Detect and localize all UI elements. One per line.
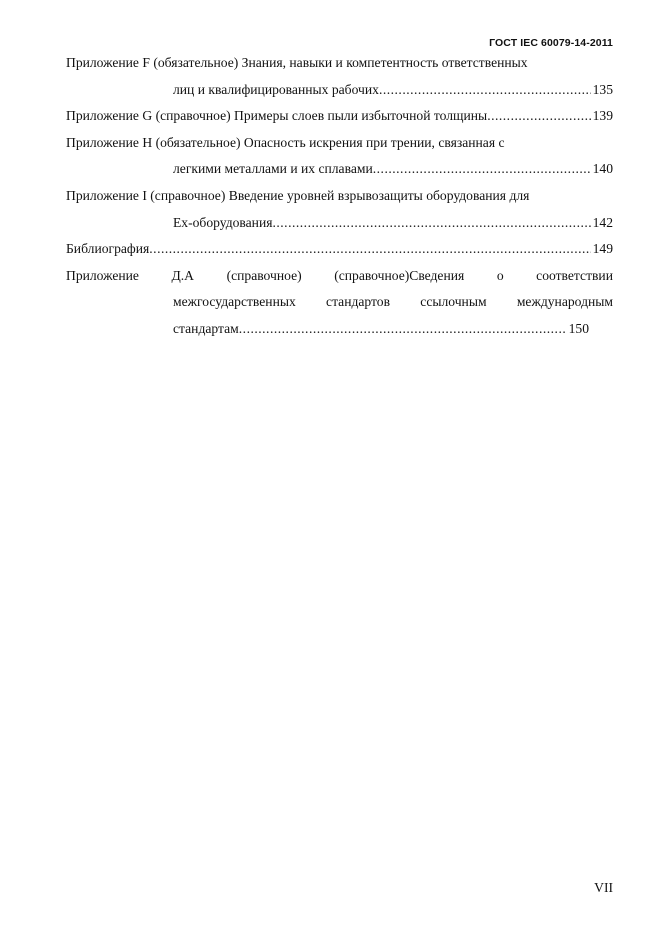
toc-entry-da-page: 150 xyxy=(568,320,589,336)
toc-entry-bibliography-title: Библиография xyxy=(66,241,150,257)
toc-entry-bibliography-page: 149 xyxy=(592,241,613,257)
toc-entry-h-page: 140 xyxy=(592,161,613,177)
dot-leader xyxy=(149,236,590,263)
table-of-contents xyxy=(66,50,613,343)
toc-entry-h-line2 xyxy=(66,156,613,183)
toc-entry-f-title-cont: лиц и квалифицированных рабочих xyxy=(173,81,379,97)
toc-entry-h-line1: Приложение H (обязательное) Опасность искрения при трении, связанная с xyxy=(66,134,505,150)
toc-entry-f-page: 135 xyxy=(592,81,613,97)
document-header: ГОСТ IEC 60079-14-2011 xyxy=(489,37,613,49)
toc-word: (справочное)Сведения xyxy=(334,267,465,283)
toc-entry-g xyxy=(66,103,613,130)
dot-leader xyxy=(487,103,590,130)
toc-entry-da-line1 xyxy=(66,263,613,290)
toc-entry-bibliography xyxy=(66,236,613,263)
toc-entry-g-page: 139 xyxy=(592,108,613,124)
toc-entry-da-line2 xyxy=(66,289,613,316)
toc-word: межгосударственных xyxy=(173,294,296,310)
toc-word: о xyxy=(496,267,504,283)
toc-word: международным xyxy=(516,294,613,310)
toc-word: Приложение xyxy=(66,267,139,283)
toc-word: ссылочным xyxy=(420,294,487,310)
toc-word: соответствии xyxy=(536,267,613,283)
toc-entry-i-page: 142 xyxy=(592,214,613,230)
toc-entry-f-line1: Приложение F (обязательное) Знания, навыки и компетентность ответственных xyxy=(66,55,528,70)
toc-entry-da-line2-words xyxy=(173,289,613,316)
toc-entry-f-line2 xyxy=(66,77,613,104)
toc-word: стандартов xyxy=(326,294,391,310)
page-number: VII xyxy=(594,880,613,895)
toc-word: Д.А xyxy=(171,267,195,283)
toc-word: (справочное) xyxy=(226,267,302,283)
toc-entry-da-title-cont: стандартам xyxy=(173,320,239,336)
dot-leader xyxy=(272,210,590,237)
toc-entry-da-line3 xyxy=(66,316,613,343)
toc-entry-g-title: Приложение G (справочное) Примеры слоев пыли избыточной толщины xyxy=(66,108,488,124)
dot-leader xyxy=(239,316,567,343)
dot-leader xyxy=(379,77,591,104)
toc-entry-i-line1: Приложение I (справочное) Введение уровней взрывозащиты оборудования для xyxy=(66,187,530,203)
toc-entry-h-title-cont: легкими металлами и их сплавами xyxy=(173,161,373,177)
toc-entry-i-title-cont: Ex-оборудования xyxy=(173,214,273,230)
toc-entry-i-line2 xyxy=(66,210,613,237)
dot-leader xyxy=(373,156,591,183)
